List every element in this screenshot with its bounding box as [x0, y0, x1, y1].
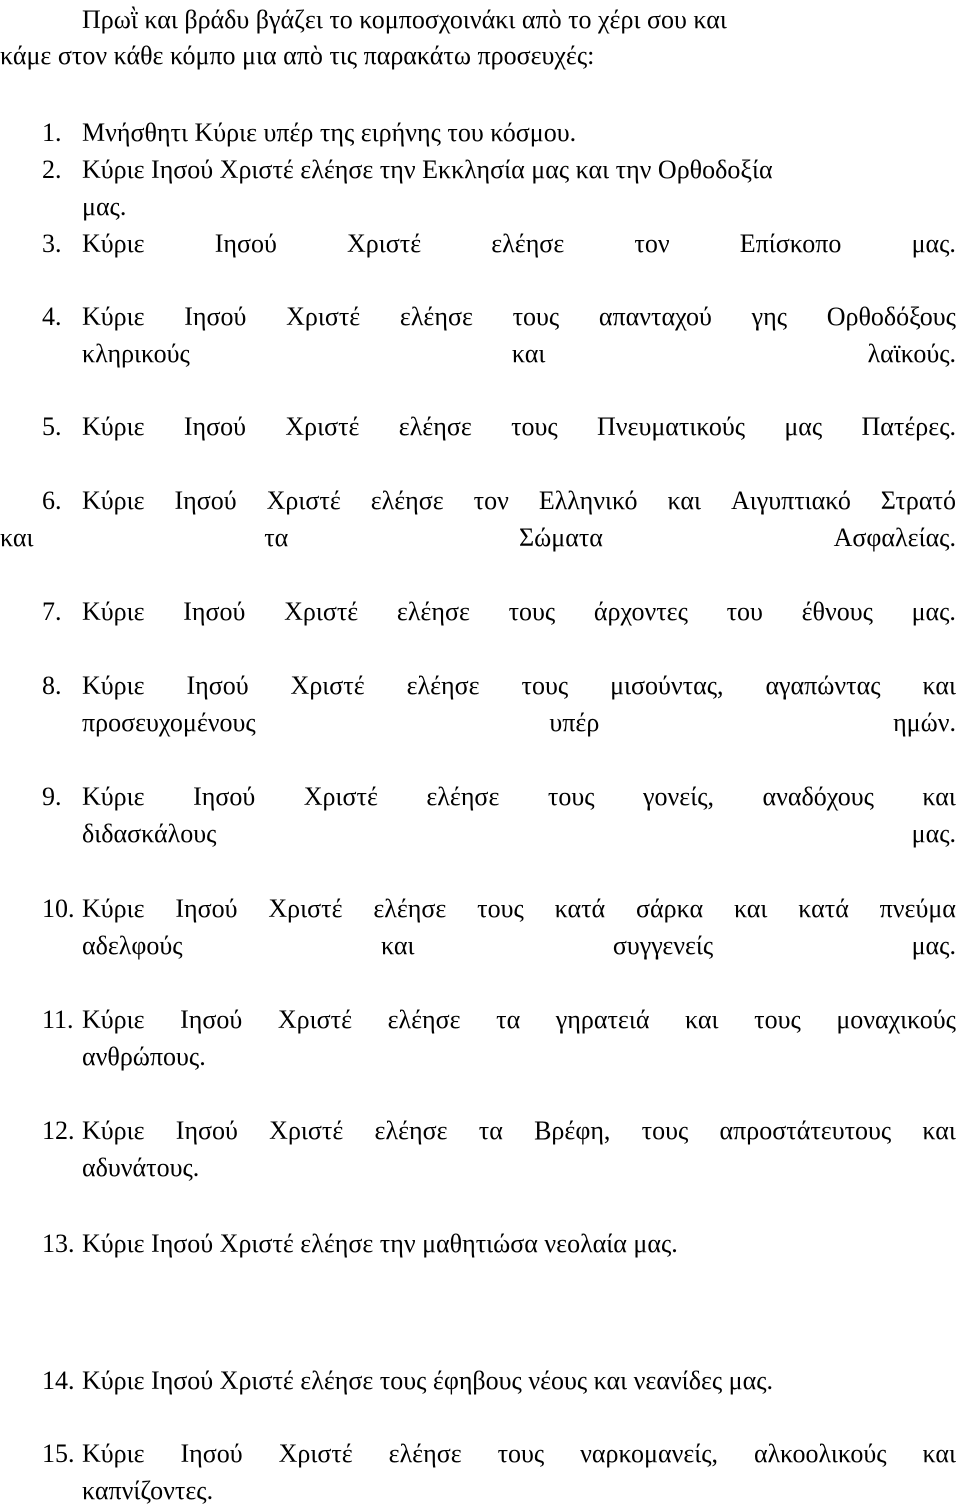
word: Κύριε	[82, 1116, 145, 1145]
prayer-item-9	[42, 778, 956, 852]
word: ελέησε	[406, 671, 480, 700]
prayer-item-8	[42, 667, 956, 741]
word: μας.	[911, 819, 956, 848]
item-line	[82, 298, 956, 335]
word: τον	[473, 486, 509, 515]
word: ελέησε	[374, 1116, 448, 1145]
word: Κύριε	[82, 1005, 145, 1034]
item-number: 9.	[42, 782, 62, 811]
word: Χριστέ	[277, 1005, 352, 1034]
word: Αιγυπτιακό	[730, 486, 851, 515]
item-line	[82, 890, 956, 927]
word: αναδόχους	[762, 782, 874, 811]
item-line	[82, 704, 956, 741]
intro-line-1: Πρωῒ και βράδυ βγάζει το κομποσχοινάκι απὸ το χέρι σου και	[82, 5, 727, 34]
item-number: 10.	[42, 894, 75, 923]
word: και	[380, 931, 415, 960]
prayer-item-4	[42, 298, 956, 372]
item-line	[82, 1112, 956, 1149]
word: και	[922, 782, 956, 811]
item-line: Κύριε Ιησού Χριστέ ελέησε τους έφηβους νέους και νεανίδες μας.	[82, 1366, 774, 1395]
word: Χριστέ	[266, 486, 341, 515]
word: Σώματα	[519, 523, 603, 552]
word: Κύριε	[82, 894, 145, 923]
item-number: 11.	[42, 1005, 74, 1034]
word: απανταχού	[598, 302, 712, 331]
word: κατά	[798, 894, 849, 923]
prayer-item-5	[42, 408, 956, 445]
word: ελέησε	[373, 894, 447, 923]
word: άρχοντες	[593, 597, 688, 626]
word: τα	[264, 523, 289, 552]
prayer-item-11	[42, 1001, 956, 1075]
word: τους	[508, 597, 556, 626]
word: και	[922, 1439, 956, 1468]
word: κληρικούς	[82, 339, 190, 368]
word: και	[922, 671, 956, 700]
prayer-item-14	[42, 1362, 956, 1399]
word: γηρατειά	[555, 1005, 650, 1034]
item-line	[82, 927, 956, 964]
prayer-item-10	[42, 890, 956, 964]
word: γης	[751, 302, 788, 331]
word: Ιησού	[175, 1116, 238, 1145]
word: τους	[512, 302, 560, 331]
word: ελέησε	[426, 782, 500, 811]
word: τα	[478, 1116, 503, 1145]
word: Επίσκοπο	[739, 229, 842, 258]
word: Χριστέ	[303, 782, 378, 811]
word: μας.	[911, 229, 956, 258]
item-line	[82, 335, 956, 372]
word: Ορθοδόξους	[826, 302, 956, 331]
word: τα	[496, 1005, 521, 1034]
word: Πατέρες.	[861, 412, 956, 441]
word: και	[667, 486, 702, 515]
item-line	[82, 225, 956, 262]
word: τους	[547, 782, 595, 811]
word: μας	[784, 412, 823, 441]
item-line	[82, 667, 956, 704]
word: έθνους	[801, 597, 873, 626]
word: μας.	[911, 597, 956, 626]
word: ελέησε	[398, 412, 472, 441]
word: Κύριε	[82, 1439, 145, 1468]
prayer-item-3	[42, 225, 956, 262]
word: λαϊκούς.	[867, 339, 956, 368]
word: ελέησε	[491, 229, 565, 258]
word: Χριστέ	[278, 1439, 353, 1468]
item-number: 6.	[42, 486, 62, 515]
item-number: 12.	[42, 1116, 75, 1145]
word: ελέησε	[399, 302, 473, 331]
word: Ιησού	[174, 486, 237, 515]
word: Ιησού	[175, 894, 238, 923]
prayer-item-12	[42, 1112, 956, 1186]
word: τους	[641, 1116, 689, 1145]
word: Κύριε	[82, 597, 145, 626]
word: Ιησού	[186, 671, 249, 700]
word: Κύριε	[82, 412, 145, 441]
word: του	[726, 597, 763, 626]
word: τους	[511, 412, 558, 441]
word: μισούντας,	[610, 671, 724, 700]
word: και	[922, 1116, 956, 1145]
word: ημών.	[893, 708, 956, 737]
word: Πνευματικούς	[597, 412, 746, 441]
word: Ιησού	[183, 412, 247, 441]
item-number: 13.	[42, 1229, 75, 1258]
word: και	[511, 339, 546, 368]
word: και	[0, 523, 34, 552]
word: ελέησε	[370, 486, 444, 515]
word: Χριστέ	[286, 302, 361, 331]
word: Ιησού	[184, 302, 247, 331]
word: Κύριε	[82, 486, 145, 515]
word: γονείς,	[643, 782, 714, 811]
word: Χριστέ	[290, 671, 365, 700]
word: απροστάτευτους	[719, 1116, 892, 1145]
prayer-item-7	[42, 593, 956, 630]
item-number: 8.	[42, 671, 62, 700]
word: Χριστέ	[269, 1116, 344, 1145]
word: διδασκάλους	[82, 819, 217, 848]
item-line: ανθρώπους.	[82, 1042, 206, 1071]
word: Ιησού	[193, 782, 256, 811]
word: Κύριε	[82, 782, 145, 811]
word: υπέρ	[549, 708, 600, 737]
word: ναρκομανείς,	[580, 1439, 719, 1468]
word: τον	[634, 229, 670, 258]
word: Βρέφη,	[534, 1116, 611, 1145]
item-number: 7.	[42, 597, 62, 626]
word: τους	[754, 1005, 801, 1034]
item-line: Κύριε Ιησού Χριστέ ελέησε την μαθητιώσα νεολαία μας.	[82, 1229, 678, 1258]
word: συγγενείς	[612, 931, 714, 960]
word: σάρκα	[636, 894, 704, 923]
word: μας.	[911, 931, 956, 960]
word: τους	[497, 1439, 545, 1468]
item-line	[0, 519, 956, 556]
word: Στρατό	[880, 486, 956, 515]
word: Κύριε	[82, 671, 145, 700]
word: ελέησε	[387, 1005, 461, 1034]
item-line	[82, 815, 956, 852]
word: μοναχικούς	[836, 1005, 956, 1034]
word: αδελφούς	[82, 931, 183, 960]
item-number: 3.	[42, 229, 62, 258]
word: τους	[521, 671, 569, 700]
word: Χριστέ	[285, 412, 360, 441]
item-line: Μνήσθητι Κύριε υπέρ της ειρήνης του κόσμου.	[82, 118, 577, 147]
prayer-item-1	[42, 114, 956, 151]
item-number: 2.	[42, 155, 62, 184]
item-line	[82, 408, 956, 445]
word: και	[733, 894, 768, 923]
prayer-item-15	[42, 1435, 956, 1509]
word: ελέησε	[388, 1439, 462, 1468]
item-line	[82, 1001, 956, 1038]
item-number: 5.	[42, 412, 62, 441]
word: και	[685, 1005, 719, 1034]
word: Χριστέ	[346, 229, 422, 258]
item-line: μας.	[82, 192, 127, 221]
word: αλκοολικούς	[754, 1439, 887, 1468]
word: Ιησού	[180, 1005, 243, 1034]
word: Ιησού	[214, 229, 277, 258]
word: ελέησε	[396, 597, 470, 626]
item-number: 15.	[42, 1439, 75, 1468]
word: Χριστέ	[284, 597, 359, 626]
item-line	[82, 778, 956, 815]
word: Κύριε	[82, 302, 145, 331]
word: τους	[477, 894, 524, 923]
item-line	[82, 482, 956, 519]
prayer-item-2	[42, 151, 956, 225]
word: αγαπώντας	[765, 671, 881, 700]
item-line	[82, 593, 956, 630]
word: Ελληνικό	[538, 486, 638, 515]
word: κατά	[554, 894, 606, 923]
item-line	[82, 1435, 956, 1472]
intro-line-2: κάμε στον κάθε κόμπο μια απὸ τις παρακάτω προσευχές:	[0, 41, 595, 70]
prayer-item-13	[42, 1225, 956, 1262]
word: Ιησού	[180, 1439, 243, 1468]
word: Χριστέ	[268, 894, 343, 923]
word: Ασφαλείας.	[833, 523, 956, 552]
item-line: καπνίζοντες.	[82, 1476, 214, 1505]
item-line: αδυνάτους.	[82, 1153, 200, 1182]
word: Ιησού	[183, 597, 246, 626]
word: προσευχομένους	[82, 708, 256, 737]
prayer-item-6	[0, 482, 956, 556]
item-line: Κύριε Ιησού Χριστέ ελέησε την Εκκλησία μας και την Ορθοδοξία	[82, 155, 773, 184]
intro-paragraph	[0, 2, 958, 74]
item-number: 4.	[42, 302, 62, 331]
item-number: 14.	[42, 1366, 75, 1395]
item-number: 1.	[42, 118, 62, 147]
word: πνεύμα	[879, 894, 956, 923]
word: Κύριε	[82, 229, 145, 258]
